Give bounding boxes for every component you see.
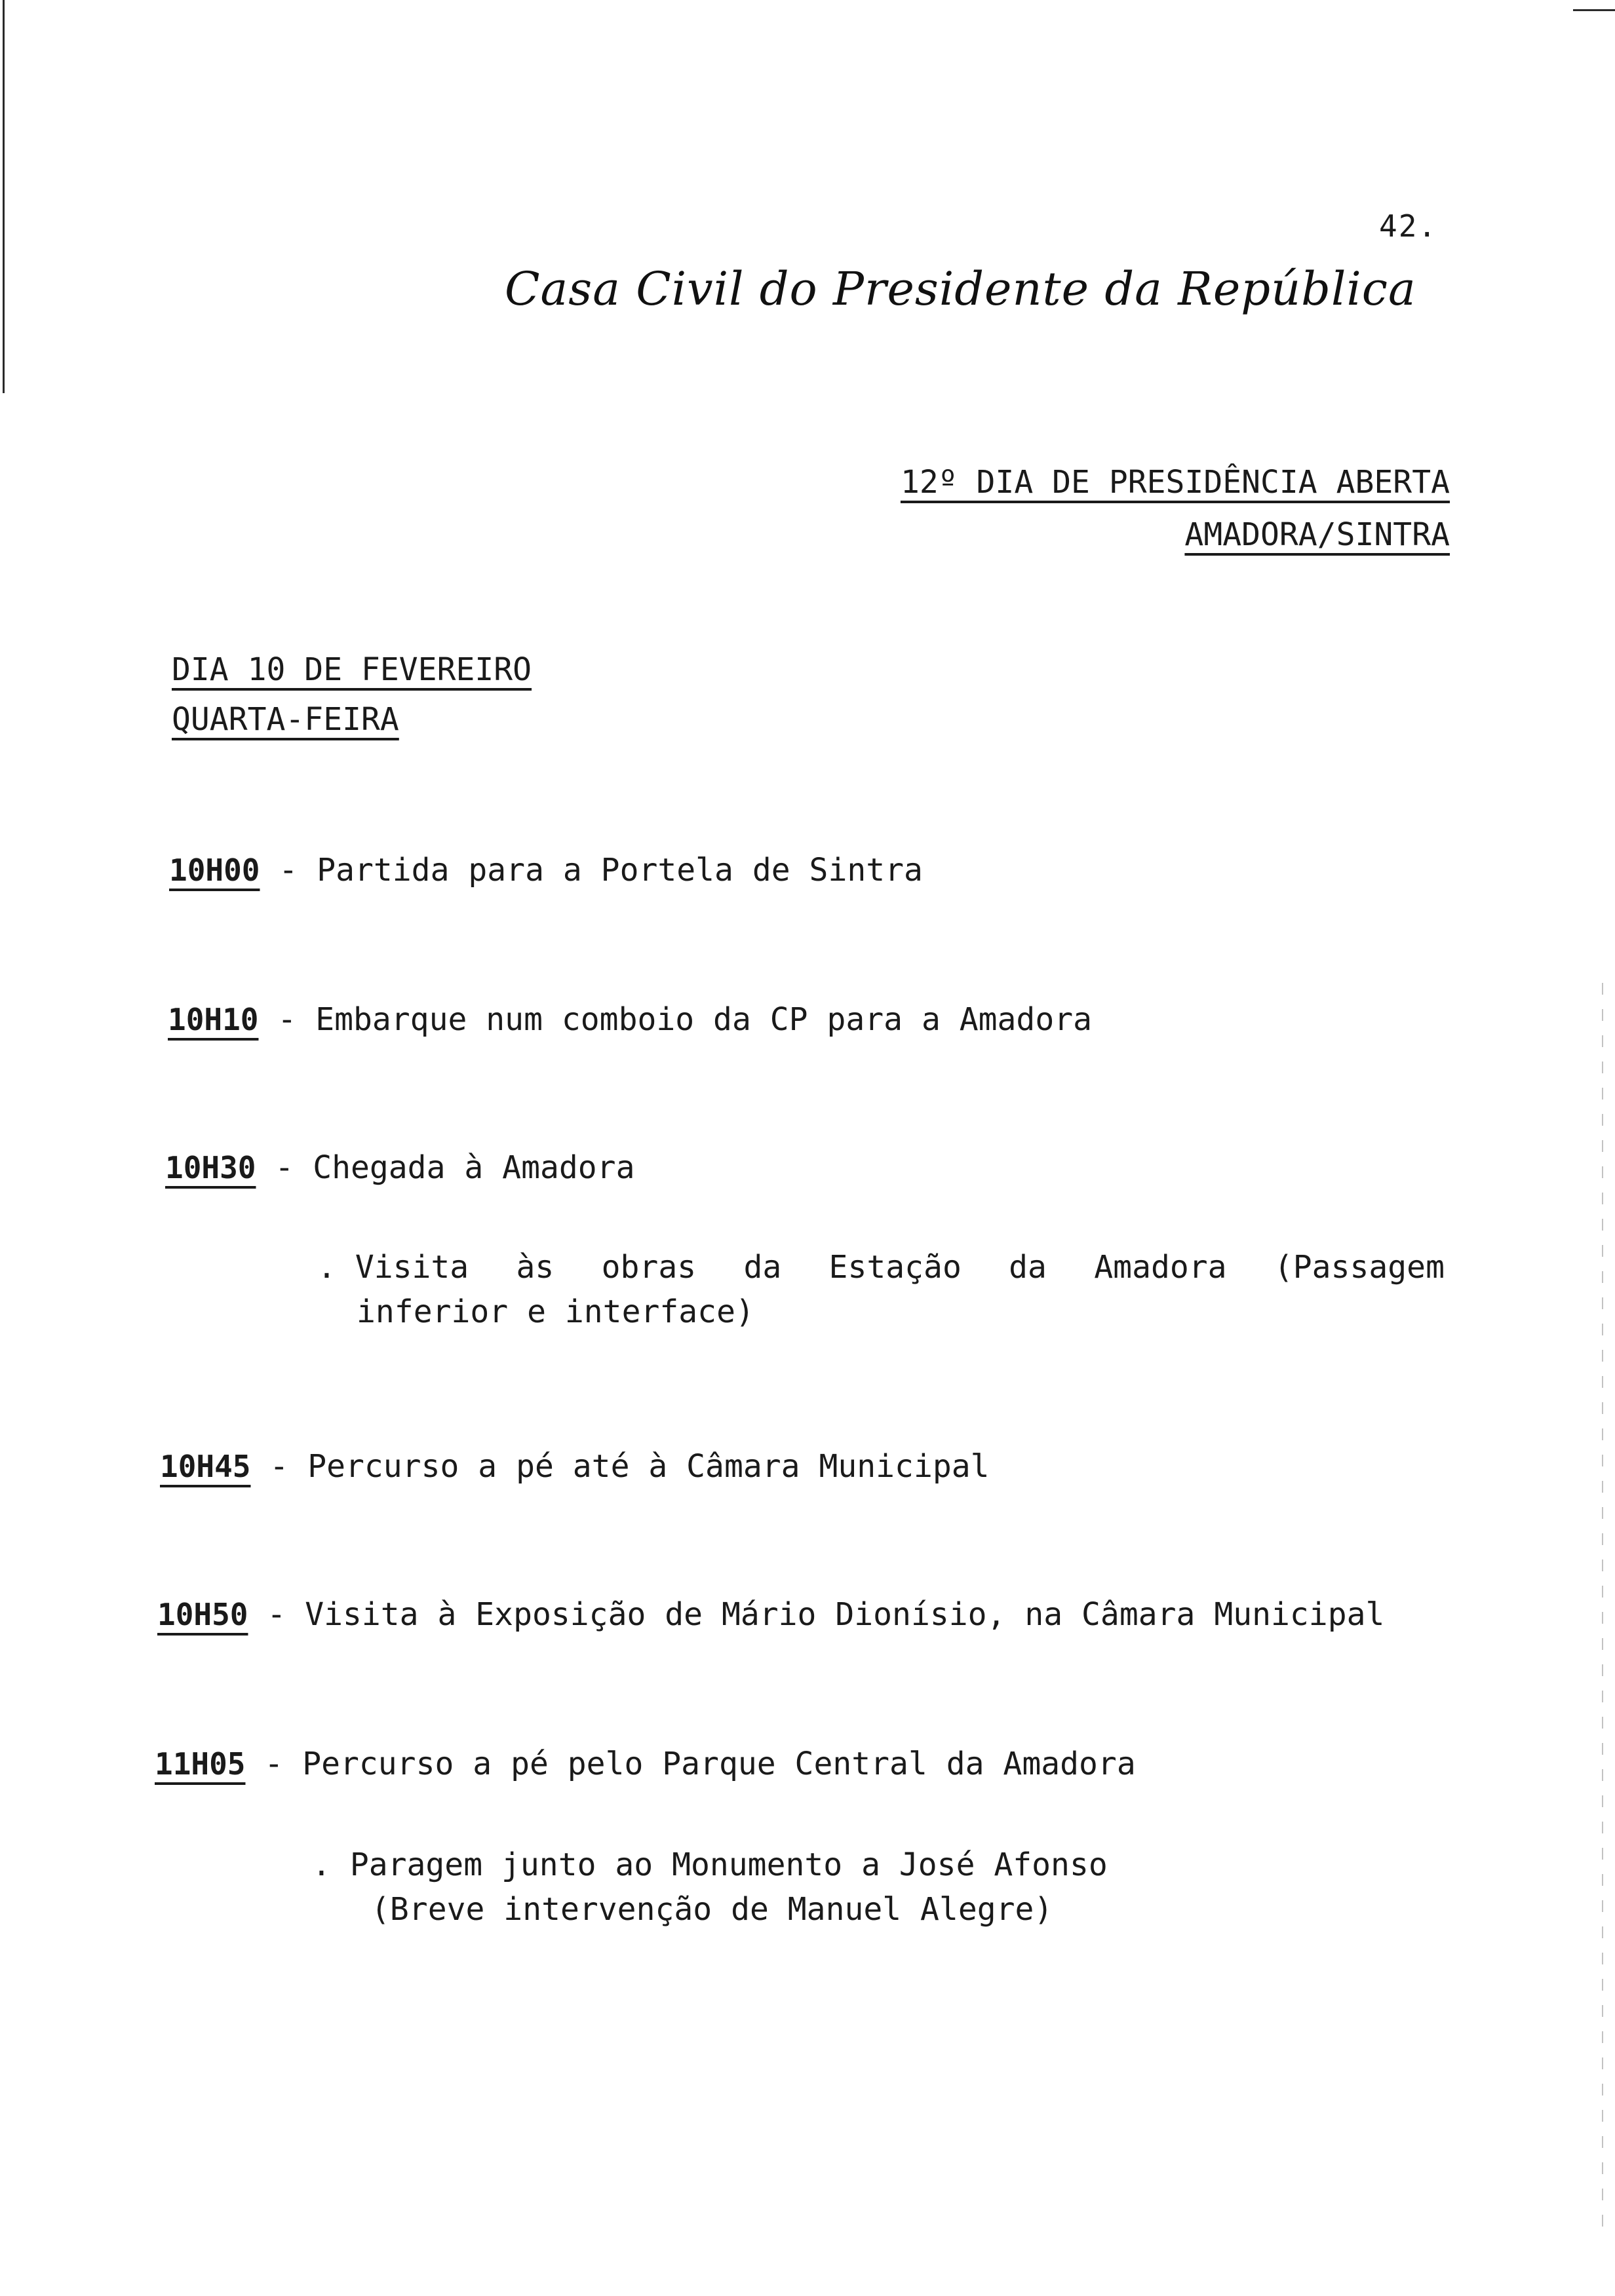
subitem-line: . Paragem junto ao Monumento a José Afonso — [312, 1846, 1108, 1883]
heading-location: AMADORA/SINTRA — [1184, 516, 1450, 553]
page-number: 42. — [1379, 208, 1438, 244]
entry-separator: - — [258, 1001, 316, 1038]
entry-time: 10H30 — [165, 1150, 256, 1185]
entry-text: Percurso a pé pelo Parque Central da Amadora — [302, 1746, 1136, 1782]
entry-time: 11H05 — [155, 1746, 246, 1782]
entry-text: Visita à Exposição de Mário Dionísio, na Câmara Municipal — [305, 1596, 1385, 1633]
letterhead: Casa Civil do Presidente da República — [505, 262, 1416, 316]
bullet-word: (Passagem — [1274, 1249, 1445, 1286]
entry-text: Partida para a Portela de Sintra — [317, 852, 923, 889]
entry-time: 10H45 — [160, 1449, 251, 1484]
entry-time: 10H00 — [169, 852, 260, 888]
entry-time: 10H10 — [168, 1002, 259, 1037]
subitem-station-visit — [317, 1245, 1445, 1334]
entry-separator: - — [245, 1746, 303, 1782]
schedule-entry — [157, 1596, 1384, 1633]
subitem-monument-stop — [312, 1843, 1108, 1932]
entry-text: Chegada à Amadora — [313, 1149, 635, 1186]
schedule-entry — [155, 1746, 1136, 1782]
schedule-entry — [169, 852, 923, 889]
bullet-word: Estação — [828, 1249, 962, 1286]
entry-text: Embarque num comboio da CP para a Amadora — [315, 1001, 1093, 1038]
entry-text: Percurso a pé até à Câmara Municipal — [307, 1448, 990, 1485]
entry-separator: - — [248, 1596, 305, 1633]
schedule-entry — [168, 1001, 1092, 1038]
scan-edge-right — [1602, 983, 1603, 2228]
bullet-word: obras — [601, 1249, 697, 1286]
weekday-line: QUARTA-FEIRA — [172, 701, 399, 738]
bullet-word: da — [743, 1249, 782, 1286]
schedule-entry — [165, 1149, 634, 1186]
entry-time: 10H50 — [157, 1597, 248, 1632]
entry-separator: - — [250, 1448, 308, 1485]
bullet-word: Amadora — [1094, 1249, 1227, 1286]
subitem-line: inferior e interface) — [357, 1293, 754, 1330]
bullet-word: . Visita — [317, 1249, 469, 1286]
scan-edge-top-right — [1573, 9, 1615, 11]
scan-edge-left — [3, 0, 5, 393]
entry-separator: - — [260, 852, 317, 889]
subitem-line — [317, 1245, 1445, 1290]
bullet-word: às — [516, 1249, 555, 1286]
heading-title: 12º DIA DE PRESIDÊNCIA ABERTA — [900, 464, 1450, 501]
entry-separator: - — [256, 1149, 313, 1186]
subitem-line: (Breve intervenção de Manuel Alegre) — [371, 1891, 1053, 1928]
bullet-word: da — [1009, 1249, 1047, 1286]
schedule-entry — [160, 1448, 990, 1485]
date-line: DIA 10 DE FEVEREIRO — [172, 651, 532, 688]
